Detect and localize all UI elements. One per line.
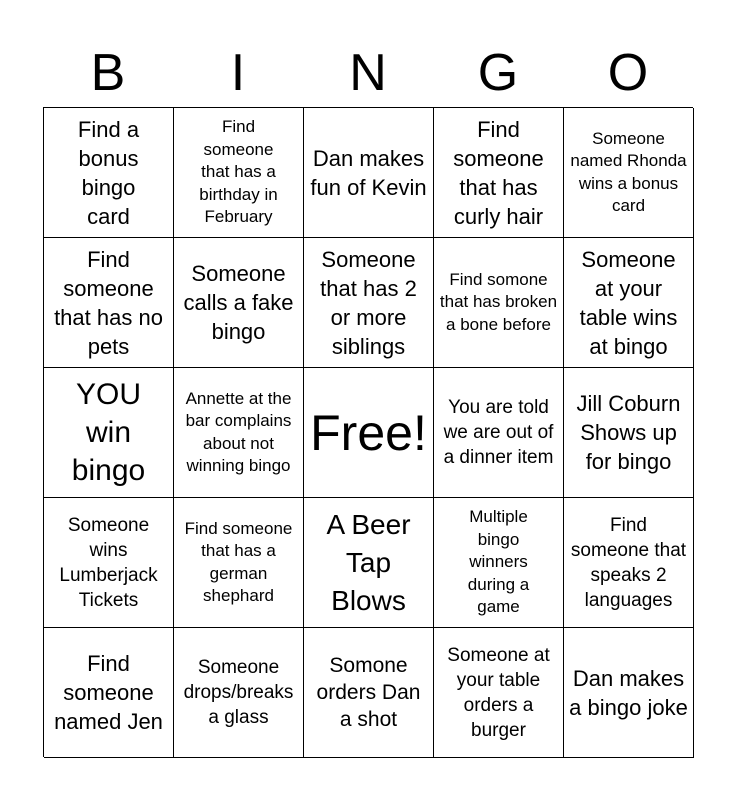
cell-text: Find someone that has no pets	[54, 246, 163, 359]
bingo-cell-r4-c1[interactable]	[44, 498, 174, 628]
bingo-cell-r4-c2[interactable]	[174, 498, 304, 628]
bingo-cell-r3-c2[interactable]	[174, 368, 304, 498]
bingo-cell-r5-c2[interactable]	[174, 628, 304, 758]
bingo-cell-r5-c1[interactable]	[44, 628, 174, 758]
bingo-cell-r3-c4[interactable]	[434, 368, 564, 498]
bingo-cell-r1-c3[interactable]	[304, 108, 434, 238]
bingo-cell-r1-c4[interactable]	[434, 108, 564, 238]
free-space-text: Free!	[310, 404, 427, 461]
cell-text: Someone at your table wins at bingo	[579, 246, 678, 359]
bingo-cell-r2-c3[interactable]	[304, 238, 434, 368]
cell-text: Dan makes a bingo joke	[569, 665, 688, 720]
cell-text: Somone orders Dan a shot	[316, 654, 421, 731]
header-letter-i: I	[230, 44, 246, 102]
cell-text: Annette at the bar complains about not winning bingo	[185, 388, 292, 475]
cell-text: Find someone that has curly hair	[453, 116, 544, 229]
cell-text: Someone named Rhonda wins a bonus card	[570, 128, 687, 215]
header-letter-o: O	[607, 44, 649, 102]
bingo-cell-r4-c3[interactable]	[304, 498, 434, 628]
bingo-grid	[43, 107, 693, 757]
bingo-cell-r4-c5[interactable]	[564, 498, 694, 628]
bingo-cell-r2-c2[interactable]	[174, 238, 304, 368]
header-letter-b: B	[90, 44, 126, 102]
bingo-cell-r5-c4[interactable]	[434, 628, 564, 758]
bingo-cell-r1-c1[interactable]	[44, 108, 174, 238]
cell-text: Someone at your table orders a burger	[447, 644, 550, 741]
cell-text: YOU win bingo	[71, 377, 146, 487]
cell-text: Find someone named Jen	[54, 651, 163, 734]
cell-text: A Beer Tap Blows	[326, 508, 411, 616]
cell-text: Find somone that has broken a bone before	[439, 269, 558, 334]
header-letter-g: G	[477, 44, 519, 102]
bingo-cell-r1-c2[interactable]	[174, 108, 304, 238]
bingo-cell-r2-c5[interactable]	[564, 238, 694, 368]
cell-text: Someone that has 2 or more siblings	[320, 246, 417, 359]
bingo-cell-r2-c4[interactable]	[434, 238, 564, 368]
bingo-header	[43, 40, 693, 106]
bingo-cell-r3-c1[interactable]	[44, 368, 174, 498]
cell-text: Find someone that has a birthday in February	[199, 117, 278, 227]
cell-text: Find a bonus bingo card	[77, 116, 140, 229]
cell-text: You are told we are out of a dinner item	[443, 397, 554, 468]
bingo-cell-r2-c1[interactable]	[44, 238, 174, 368]
cell-text: Multiple bingo winners during a game	[467, 507, 530, 617]
bingo-cell-r1-c5[interactable]	[564, 108, 694, 238]
bingo-cell-r3-c3-free[interactable]	[304, 368, 434, 498]
bingo-cell-r4-c4[interactable]	[434, 498, 564, 628]
cell-text: Someone drops/breaks a glass	[183, 657, 294, 728]
header-letter-n: N	[349, 44, 387, 102]
cell-text: Dan makes fun of Kevin	[310, 145, 427, 200]
cell-text: Find someone that has a german shephard	[184, 518, 293, 605]
bingo-cell-r5-c5[interactable]	[564, 628, 694, 758]
cell-text: Someone wins Lumberjack Tickets	[59, 514, 158, 611]
cell-text: Find someone that speaks 2 languages	[570, 514, 687, 611]
cell-text: Jill Coburn Shows up for bingo	[576, 391, 681, 474]
cell-text: Someone calls a fake bingo	[183, 261, 294, 344]
bingo-cell-r5-c3[interactable]	[304, 628, 434, 758]
bingo-cell-r3-c5[interactable]	[564, 368, 694, 498]
